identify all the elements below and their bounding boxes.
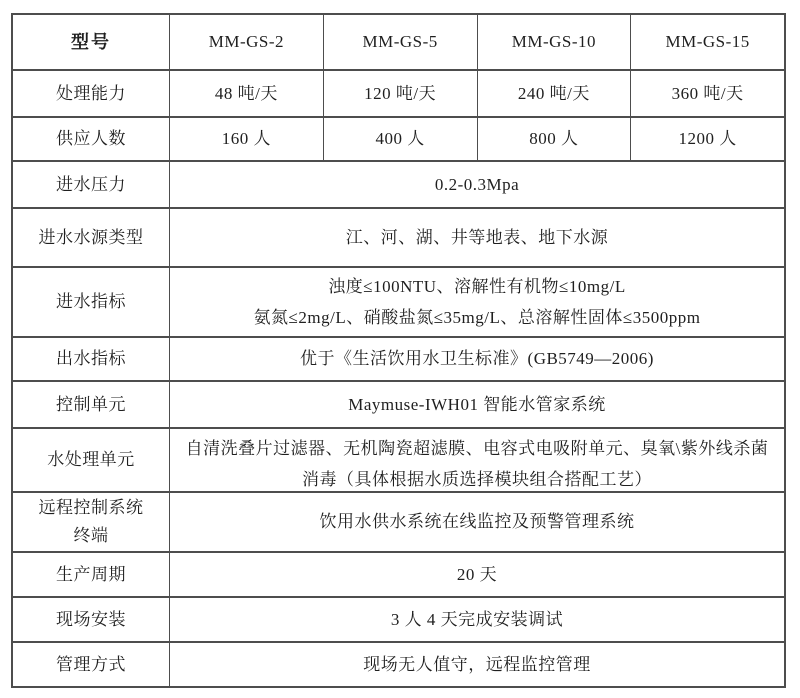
inlet-quality-label: 进水指标 bbox=[56, 292, 126, 311]
capacity-value-cell: 120 吨/天 bbox=[323, 71, 477, 116]
installation-label: 现场安装 bbox=[56, 609, 126, 629]
table-row-installation bbox=[13, 598, 784, 643]
capacity-value-cell: 240 吨/天 bbox=[477, 71, 631, 116]
model-name-cell: MM-GS-5 bbox=[323, 15, 477, 69]
table-row-treatment-unit bbox=[13, 429, 784, 493]
control-unit-label: 控制单元 bbox=[56, 394, 126, 414]
table-row-capacity bbox=[13, 71, 784, 118]
capacity-value-cell: 360 吨/天 bbox=[630, 71, 784, 116]
people-row-label: 供应人数 bbox=[56, 129, 126, 148]
inlet-quality-line1: 浊度≤100NTU、溶解性有机物≤10mg/L bbox=[328, 277, 626, 296]
outlet-quality-label: 出水指标 bbox=[56, 349, 126, 368]
water-source-value: 江、河、湖、井等地表、地下水源 bbox=[169, 209, 784, 266]
table-row-production-cycle bbox=[13, 553, 784, 598]
table-row-model bbox=[13, 15, 784, 71]
water-source-label: 进水水源类型 bbox=[38, 227, 144, 247]
inlet-quality-value bbox=[169, 268, 784, 336]
table-row-people bbox=[13, 118, 784, 162]
treatment-unit-label: 水处理单元 bbox=[47, 450, 135, 469]
inlet-quality-line2: 氨氮≤2mg/L、硝酸盐氮≤35mg/L、总溶解性固体≤3500ppm bbox=[253, 308, 701, 327]
people-value-cell: 800 人 bbox=[477, 118, 631, 160]
table-row-outlet-quality bbox=[13, 338, 784, 382]
people-value-cell: 1200 人 bbox=[630, 118, 784, 160]
product-spec-table bbox=[11, 13, 786, 688]
model-name-cell: MM-GS-15 bbox=[630, 15, 784, 69]
production-cycle-value: 20 天 bbox=[169, 553, 784, 596]
remote-terminal-label-text: 远程控制系统终端 bbox=[38, 498, 144, 545]
remote-terminal-label bbox=[13, 493, 169, 551]
remote-terminal-value: 饮用水供水系统在线监控及预警管理系统 bbox=[169, 493, 784, 551]
management-value: 现场无人值守，远程监控管理 bbox=[169, 643, 784, 686]
management-label: 管理方式 bbox=[56, 654, 126, 674]
installation-value: 3 人 4 天完成安装调试 bbox=[169, 598, 784, 641]
control-unit-value: Maymuse-IWH01 智能水管家系统 bbox=[169, 382, 784, 427]
capacity-value-cell: 48 吨/天 bbox=[169, 71, 323, 116]
model-row-label: 型号 bbox=[71, 32, 111, 52]
model-name-cell: MM-GS-2 bbox=[169, 15, 323, 69]
treatment-unit-value: 自清洗叠片过滤器、无机陶瓷超滤膜、电容式电吸附单元、臭氧\紫外线杀菌消毒（具体根据水质选择模块组合搭配工艺） bbox=[169, 429, 784, 491]
table-row-remote-terminal bbox=[13, 493, 784, 553]
people-value-cell: 160 人 bbox=[169, 118, 323, 160]
table-row-inlet-pressure bbox=[13, 162, 784, 209]
table-row-management bbox=[13, 643, 784, 686]
model-name-cell: MM-GS-10 bbox=[477, 15, 631, 69]
people-value-cell: 400 人 bbox=[323, 118, 477, 160]
capacity-row-label: 处理能力 bbox=[56, 83, 126, 103]
table-row-water-source bbox=[13, 209, 784, 268]
table-row-control-unit bbox=[13, 382, 784, 429]
production-cycle-label: 生产周期 bbox=[56, 564, 126, 584]
inlet-pressure-label: 进水压力 bbox=[56, 174, 126, 194]
table-row-inlet-quality bbox=[13, 268, 784, 338]
outlet-quality-value: 优于《生活饮用水卫生标准》(GB5749—2006) bbox=[169, 338, 784, 380]
inlet-pressure-value: 0.2-0.3Mpa bbox=[169, 162, 784, 207]
